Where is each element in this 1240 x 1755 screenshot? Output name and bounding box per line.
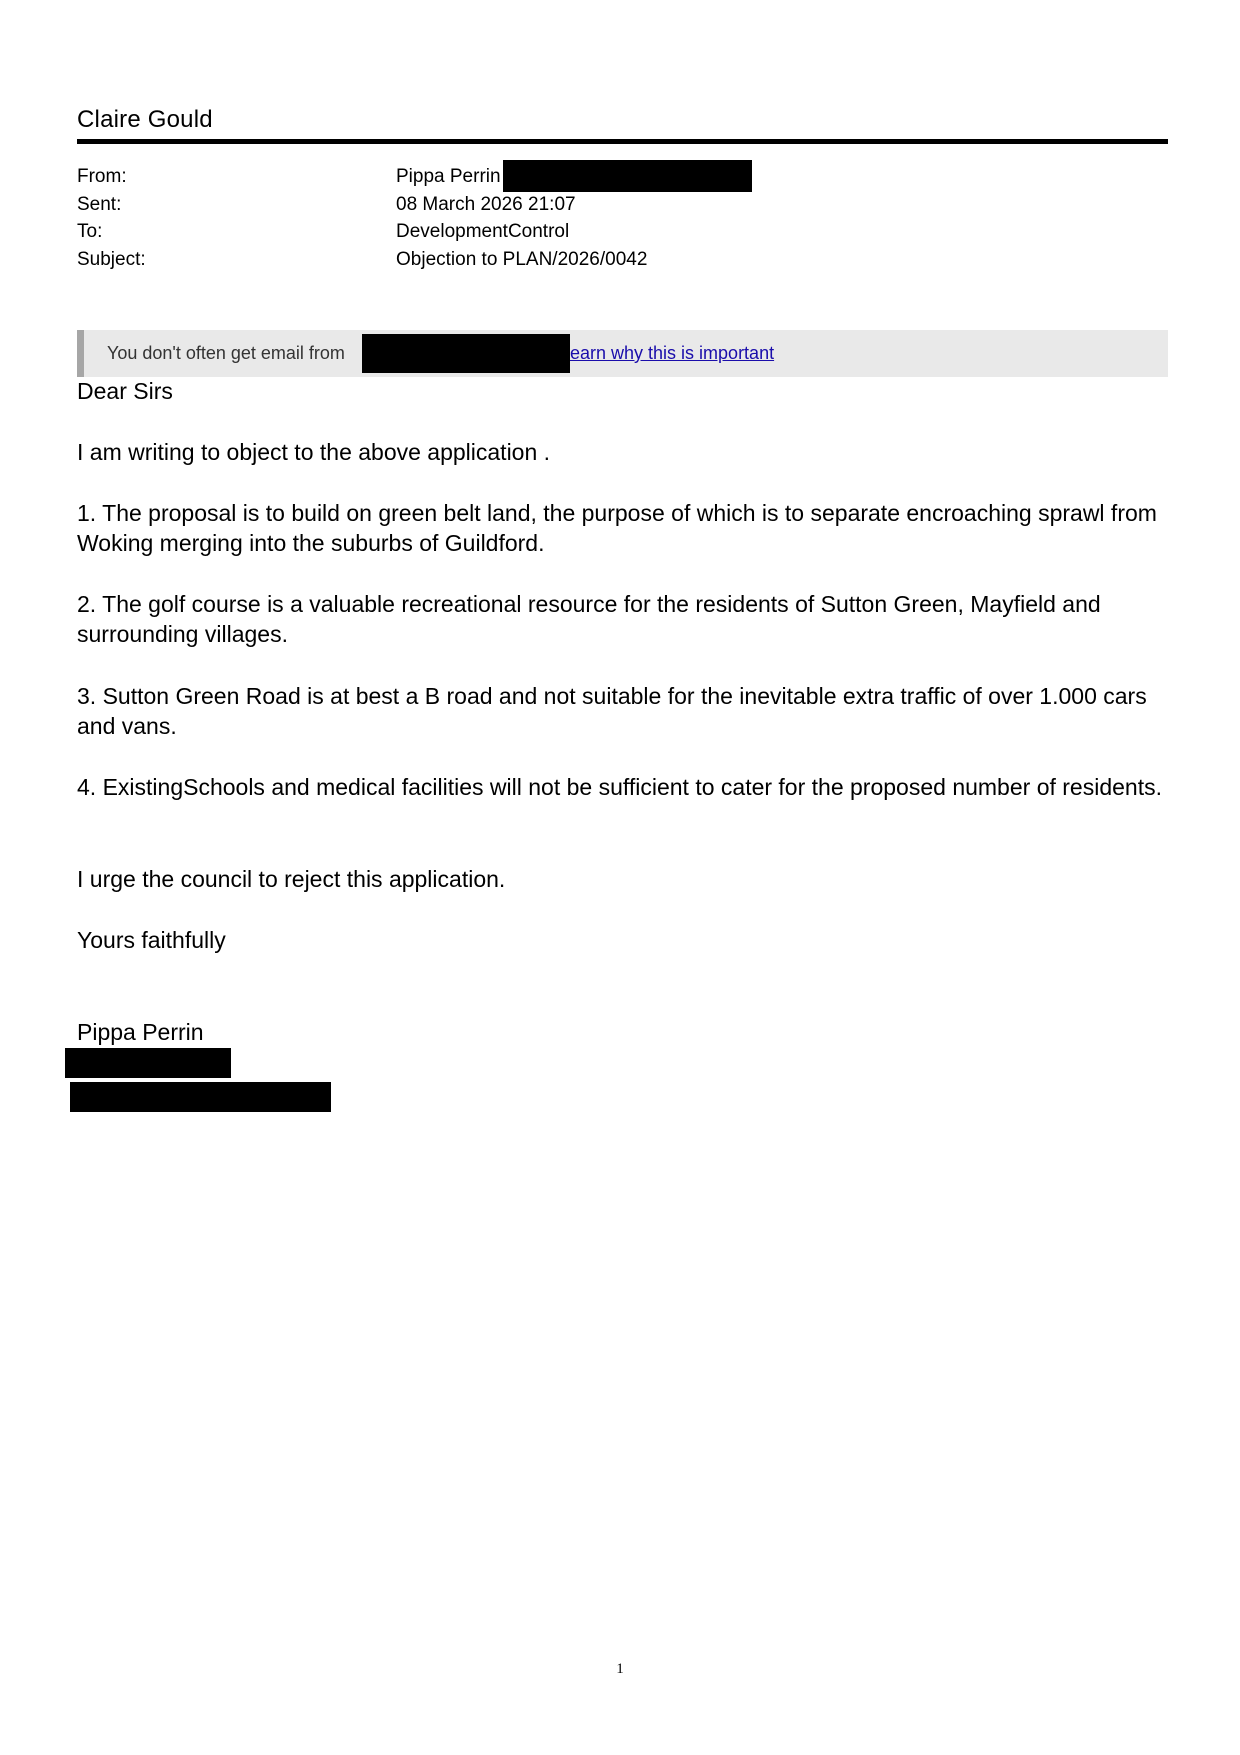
redacted-caution-email [362,334,570,373]
closing-request: I urge the council to reject this application. [77,866,506,892]
redacted-sender-email [503,160,752,192]
from-value: Pippa Perrin [396,166,501,187]
objection-point-1: 1. The proposal is to build on green belt land, the purpose of which is to separate encroaching sprawl from Woking merging into the suburbs of Guildford. [77,500,1157,556]
signature-name: Pippa Perrin [77,1019,204,1045]
intro-paragraph: I am writing to object to the above application . [77,439,551,465]
to-value: DevelopmentControl [396,221,570,242]
to-label: To: [77,221,103,242]
greeting: Dear Sirs [77,378,173,404]
redacted-signature-line-1 [65,1048,231,1078]
header-divider [77,139,1168,144]
sent-value: 08 March 2026 21:07 [396,193,576,215]
objection-point-2: 2. The golf course is a valuable recreational resource for the residents of Sutton Green, Mayfield and surrounding villages. [77,591,1101,647]
page-number: 1 [616,1661,624,1677]
mailbox-owner-name: Claire Gould [77,106,213,133]
objection-point-3: 3. Sutton Green Road is at best a B road and not suitable for the inevitable extra traffic of over 1.000 cars and vans. [77,683,1147,739]
sent-label: Sent: [77,193,122,215]
from-label: From: [77,166,127,187]
subject-value: Objection to PLAN/2026/0042 [396,248,648,270]
caution-text: You don't often get email from [107,343,345,363]
external-sender-caution-banner [77,330,1168,377]
redacted-signature-line-2 [70,1082,331,1112]
caution-banner-accent [77,330,84,377]
signoff: Yours faithfully [77,927,226,953]
objection-point-4: 4. ExistingSchools and medical facilities will not be sufficient to cater for the proposed number of residents. [77,774,1162,800]
learn-why-important-link[interactable]: earn why this is important [570,343,775,363]
subject-label: Subject: [77,248,146,270]
